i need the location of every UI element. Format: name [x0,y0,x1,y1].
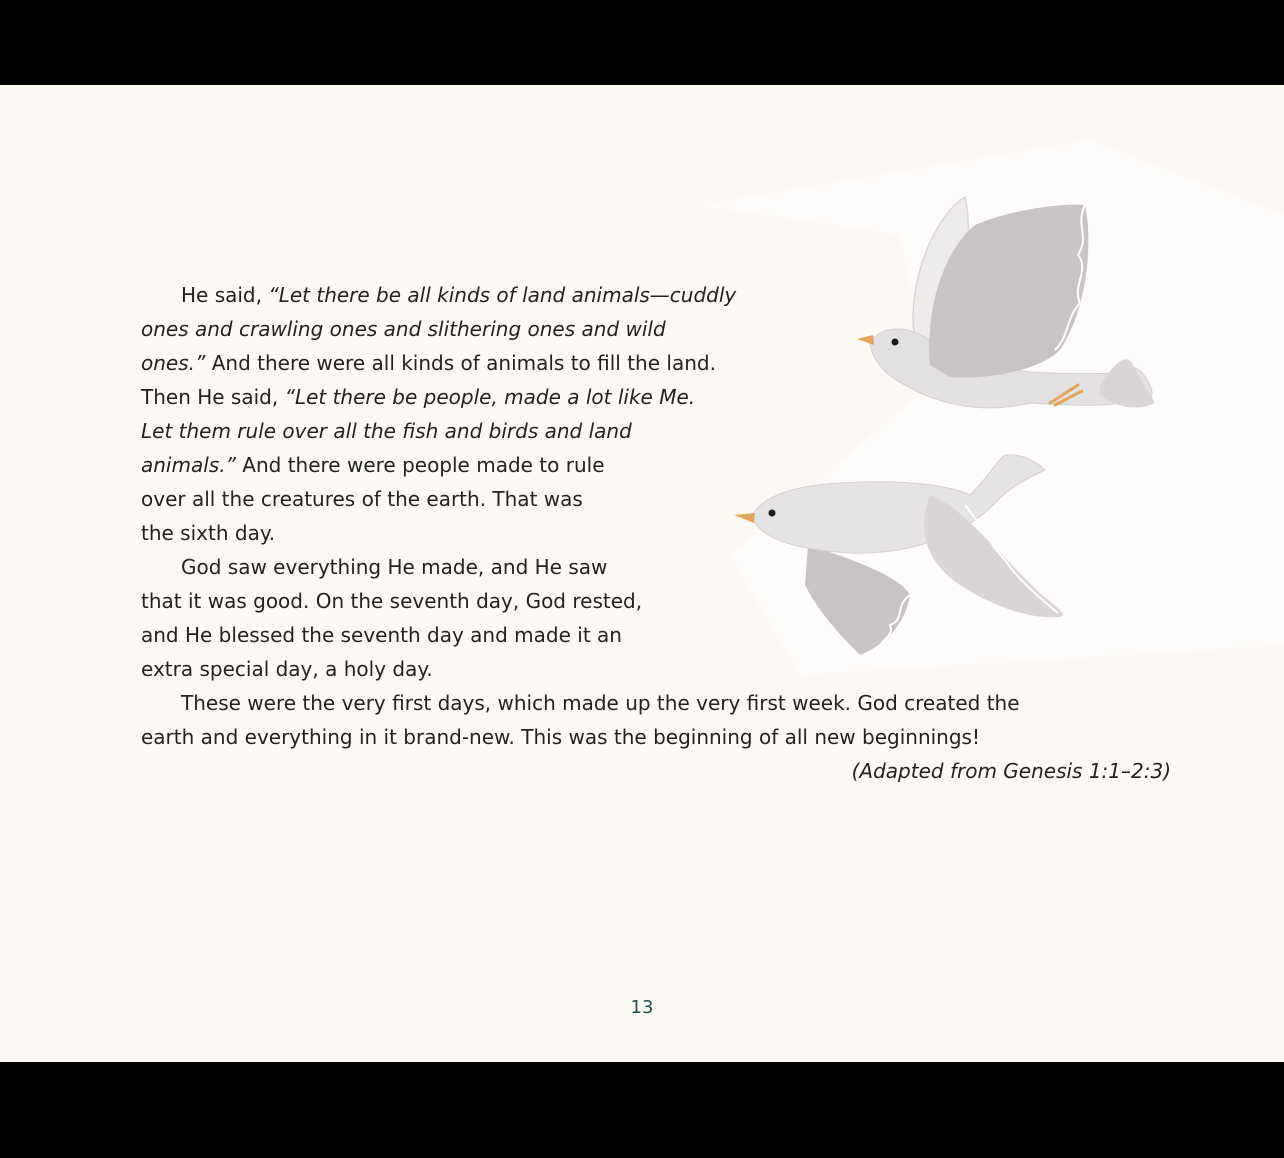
text-segment: He said, [181,283,269,307]
text-line [141,414,1171,448]
italic-text: “Let there be all kinds of land animals—cuddly [268,283,737,307]
text-segment: over all the creatures of the earth. That was [141,487,583,511]
text-line [141,380,1171,414]
italic-text: ones.” [141,351,206,375]
book-page [0,85,1284,1062]
text-line [141,278,1171,312]
text-line [141,584,1171,618]
text-segment: that it was good. On the seventh day, God rested, [141,589,643,613]
text-segment: And there were all kinds of animals to fill the land. [205,351,716,375]
text-line [141,346,1171,380]
text-line [141,686,1171,720]
text-line [141,720,1171,754]
italic-text: Let them rule over all the fish and birds and land [141,419,632,443]
story-text [141,278,1171,754]
text-segment: These were the very first days, which made up the very first week. God created the [181,691,1020,715]
text-line [141,618,1171,652]
italic-text: ones and crawling ones and slithering ones and wild [141,317,666,341]
text-line [141,652,1171,686]
text-segment: earth and everything in it brand-new. This was the beginning of all new beginnings! [141,725,980,749]
attribution: (Adapted from Genesis 1:1–2:3) [851,759,1171,783]
text-segment: the sixth day. [141,521,276,545]
text-line [141,482,1171,516]
text-line [141,312,1171,346]
text-line [141,550,1171,584]
text-segment: and He blessed the seventh day and made it an [141,623,622,647]
text-segment: extra special day, a holy day. [141,657,433,681]
italic-text: animals.” [141,453,236,477]
text-segment: God saw everything He made, and He saw [181,555,608,579]
text-segment: Then He said, [141,385,285,409]
text-line [141,516,1171,550]
text-line [141,448,1171,482]
page-number: 13 [630,997,654,1018]
text-segment: And there were people made to rule [235,453,605,477]
italic-text: “Let there be people, made a lot like Me. [284,385,696,409]
attribution-wrap [141,754,1171,788]
